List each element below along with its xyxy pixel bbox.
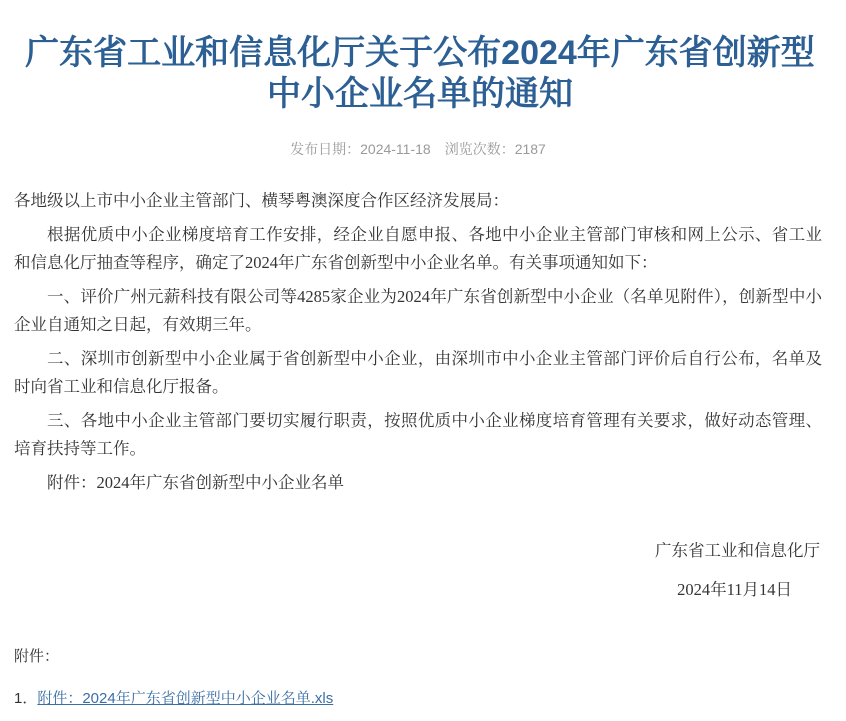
attachment-note: 附件：2024年广东省创新型中小企业名单 [47, 473, 344, 492]
signature-date: 2024年11月14日 [677, 579, 792, 599]
publish-date-label: 发布日期： [290, 141, 361, 157]
view-count-value: 2187 [514, 141, 546, 157]
attachment-index: 1． [14, 690, 38, 707]
publish-date [290, 139, 431, 159]
view-count [445, 139, 546, 159]
article-body [14, 187, 822, 497]
paragraph-item-1: 一、评价广州元薪科技有限公司等4285家企业为2024年广东省创新型中小企业（名单见附件），创新型中小企业自通知之日起，有效期三年。 [14, 287, 822, 334]
view-count-label: 浏览次数： [444, 141, 515, 157]
publish-date-value: 2024-11-18 [360, 141, 431, 157]
signature-block [14, 543, 822, 598]
paragraph-item-2: 二、深圳市创新型中小企业属于省创新型中小企业，由深圳市中小企业主管部门评价后自行公布，名单及时向省工业和信息化厅报备。 [14, 349, 822, 396]
attachments-section [14, 648, 822, 708]
attachment-list-item [14, 690, 822, 708]
page-title: 广东省工业和信息化厅关于公布2024年广东省创新型中小企业名单的通知 [25, 34, 815, 113]
salutation: 各地级以上市中小企业主管部门、横琴粤澳深度合作区经济发展局： [14, 191, 509, 210]
paragraph-intro: 根据优质中小企业梯度培育工作安排，经企业自愿申报、各地中小企业主管部门审核和网上公示、省工业和信息化厅抽查等程序，确定了2024年广东省创新型中小企业名单。有关事项通知如下： [14, 225, 822, 272]
attachment-download-link[interactable]: 附件：2024年广东省创新型中小企业名单.xls [37, 690, 334, 707]
paragraph-item-3: 三、各地中小企业主管部门要切实履行职责，按照优质中小企业梯度培育管理有关要求，做好动态管理、培育扶持等工作。 [14, 411, 822, 458]
signature-org: 广东省工业和信息化厅 [655, 541, 820, 560]
meta-line [14, 139, 822, 159]
attachments-label: 附件： [14, 648, 60, 665]
